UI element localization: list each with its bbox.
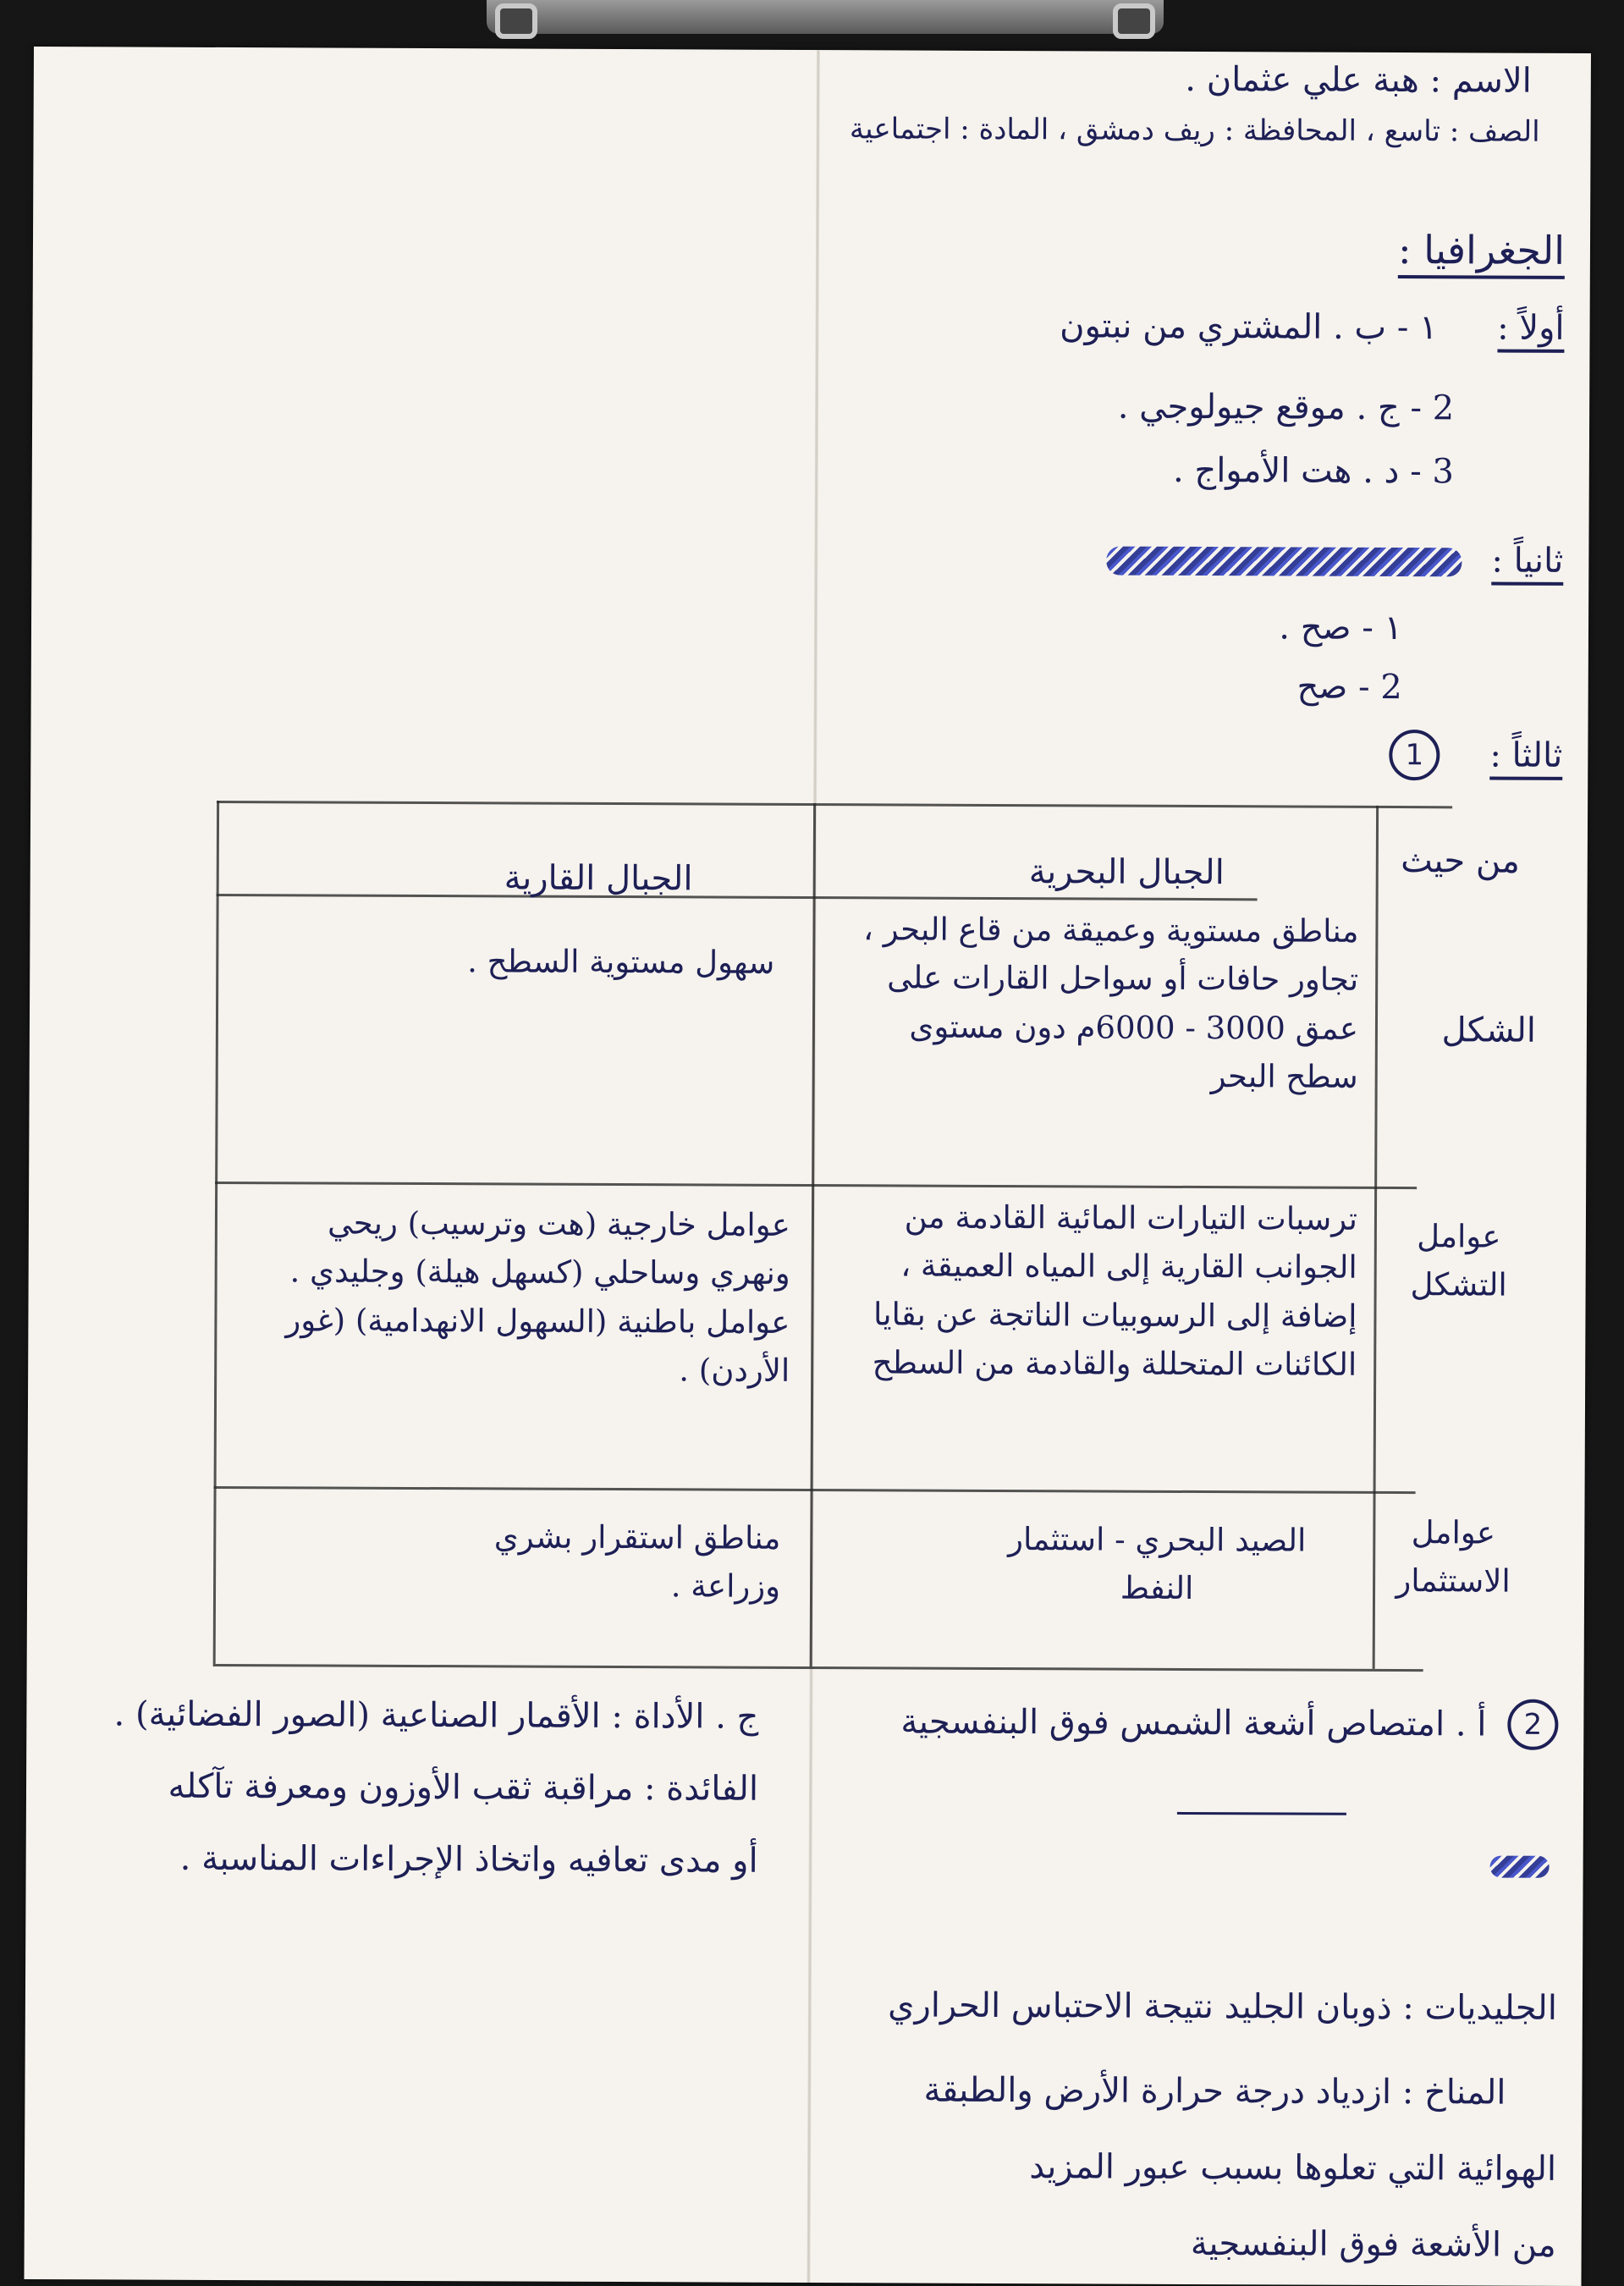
table-col-marine: الجبال البحرية	[1028, 852, 1225, 893]
table-row1-marine: مناطق مستوية وعميقة من قاع البحر ، تجاور حافات أو سواحل القارات على عمق 3000 - 6000م دون مستوى سطح البحر	[862, 911, 1359, 1095]
clipboard-clip	[487, 0, 1164, 34]
answer-sheet	[24, 47, 1590, 2286]
table-row2-continental: عوامل خارجية (هت وترسيب) ريحي ونهري وساحلي (كسهل هيلة) وجليدي . عوامل باطنية (السهول الانهدامية) (غور الأردن) .	[285, 1204, 791, 1389]
table-row3-marine: الصيد البحري - استثمار النفط	[1008, 1521, 1307, 1607]
section-title: الجغرافيا :	[1398, 226, 1565, 278]
table-row3-continental: مناطق استقرار بشري وزراعة .	[493, 1518, 781, 1606]
q3-label: ثالثاً :	[1489, 735, 1562, 780]
q3-2-j-line-2: الفائدة : مراقبة ثقب الأوزون ومعرفة تآكله	[168, 1766, 759, 1809]
q2-item-2: 2 - صح	[1296, 667, 1402, 708]
q3-2-circle-wrap	[1507, 1699, 1558, 1750]
student-name: الاسم : هبة علي عثمان .	[1185, 59, 1532, 101]
table-row1-border	[215, 1182, 1417, 1189]
q3-2-j-line-1: ج . الأداة : الأقمار الصناعية (الصور الفضائية) .	[113, 1694, 759, 1737]
q2-label: ثانياً :	[1491, 540, 1563, 586]
q3-2-b-line-4: من الأشعة فوق البنفسجية	[1190, 2223, 1556, 2265]
table-row2-label: عوامل التشكل	[1410, 1218, 1507, 1303]
table-col-continental: الجبال القارية	[504, 858, 693, 899]
small-scribble	[1490, 1856, 1550, 1878]
q3-2-b-line-2: المناخ : ازدياد درجة حرارة الأرض والطبقة	[923, 2070, 1506, 2112]
table-row2-border	[214, 1486, 1416, 1494]
table-row1-label: الشكل	[1441, 1011, 1537, 1050]
q2-item-1: ١ - صح .	[1279, 608, 1403, 648]
table-header-border	[217, 894, 1258, 901]
table-bottom-border	[213, 1664, 1423, 1672]
clip-ring-right	[1113, 3, 1155, 39]
table-row2-marine: ترسبات التيارات المائية القادمة من الجوانب القارية إلى المياه العميقة ، إضافة إلى الرسوبيات الناتجة عن بقايا الكائنات المتحللة والقادمة من السطح	[872, 1198, 1358, 1383]
table-row-header: من حيث	[1401, 841, 1520, 881]
q3-2-circle-number: 2	[1507, 1699, 1558, 1750]
table-left-border	[213, 801, 219, 1664]
q3-2-b-line-1: الجليديات : ذوبان الجليد نتيجة الاحتباس الحراري	[888, 1986, 1558, 2028]
crossed-out-scribble	[1106, 547, 1462, 577]
q3-2-a-line: أ . امتصاص أشعة الشمس فوق البنفسجية	[900, 1702, 1487, 1744]
table-top-border	[217, 801, 1452, 808]
table-row3-label: عوامل الاستثمار	[1396, 1514, 1511, 1600]
q3-2-j-line-3: أو مدى تعافيه واتخاذ الإجراءات المناسبة .	[179, 1838, 758, 1881]
q3-2-b-line-3: الهوائية التي تعلوها بسبب عبور المزيد	[1029, 2147, 1557, 2189]
q1-item-3: 3 - د . هت الأمواج .	[1172, 450, 1454, 492]
table-label-border	[1373, 806, 1379, 1669]
class-info: الصف : تاسع ، المحافظة : ريف دمشق ، المادة : اجتماعية	[849, 112, 1540, 149]
q3-circle-wrap	[1389, 730, 1440, 780]
table-row1-continental: سهول مستوية السطح .	[467, 943, 775, 981]
q1-label: أولاً :	[1497, 307, 1565, 353]
q1-item-1: ١ - ب . المشتري من نبتون	[1060, 306, 1438, 348]
q3-circle-number: 1	[1389, 730, 1440, 780]
q1-item-2: 2 - ج . موقع جيولوجي .	[1117, 387, 1455, 428]
clip-ring-left	[495, 3, 537, 39]
short-underline	[1177, 1812, 1346, 1815]
